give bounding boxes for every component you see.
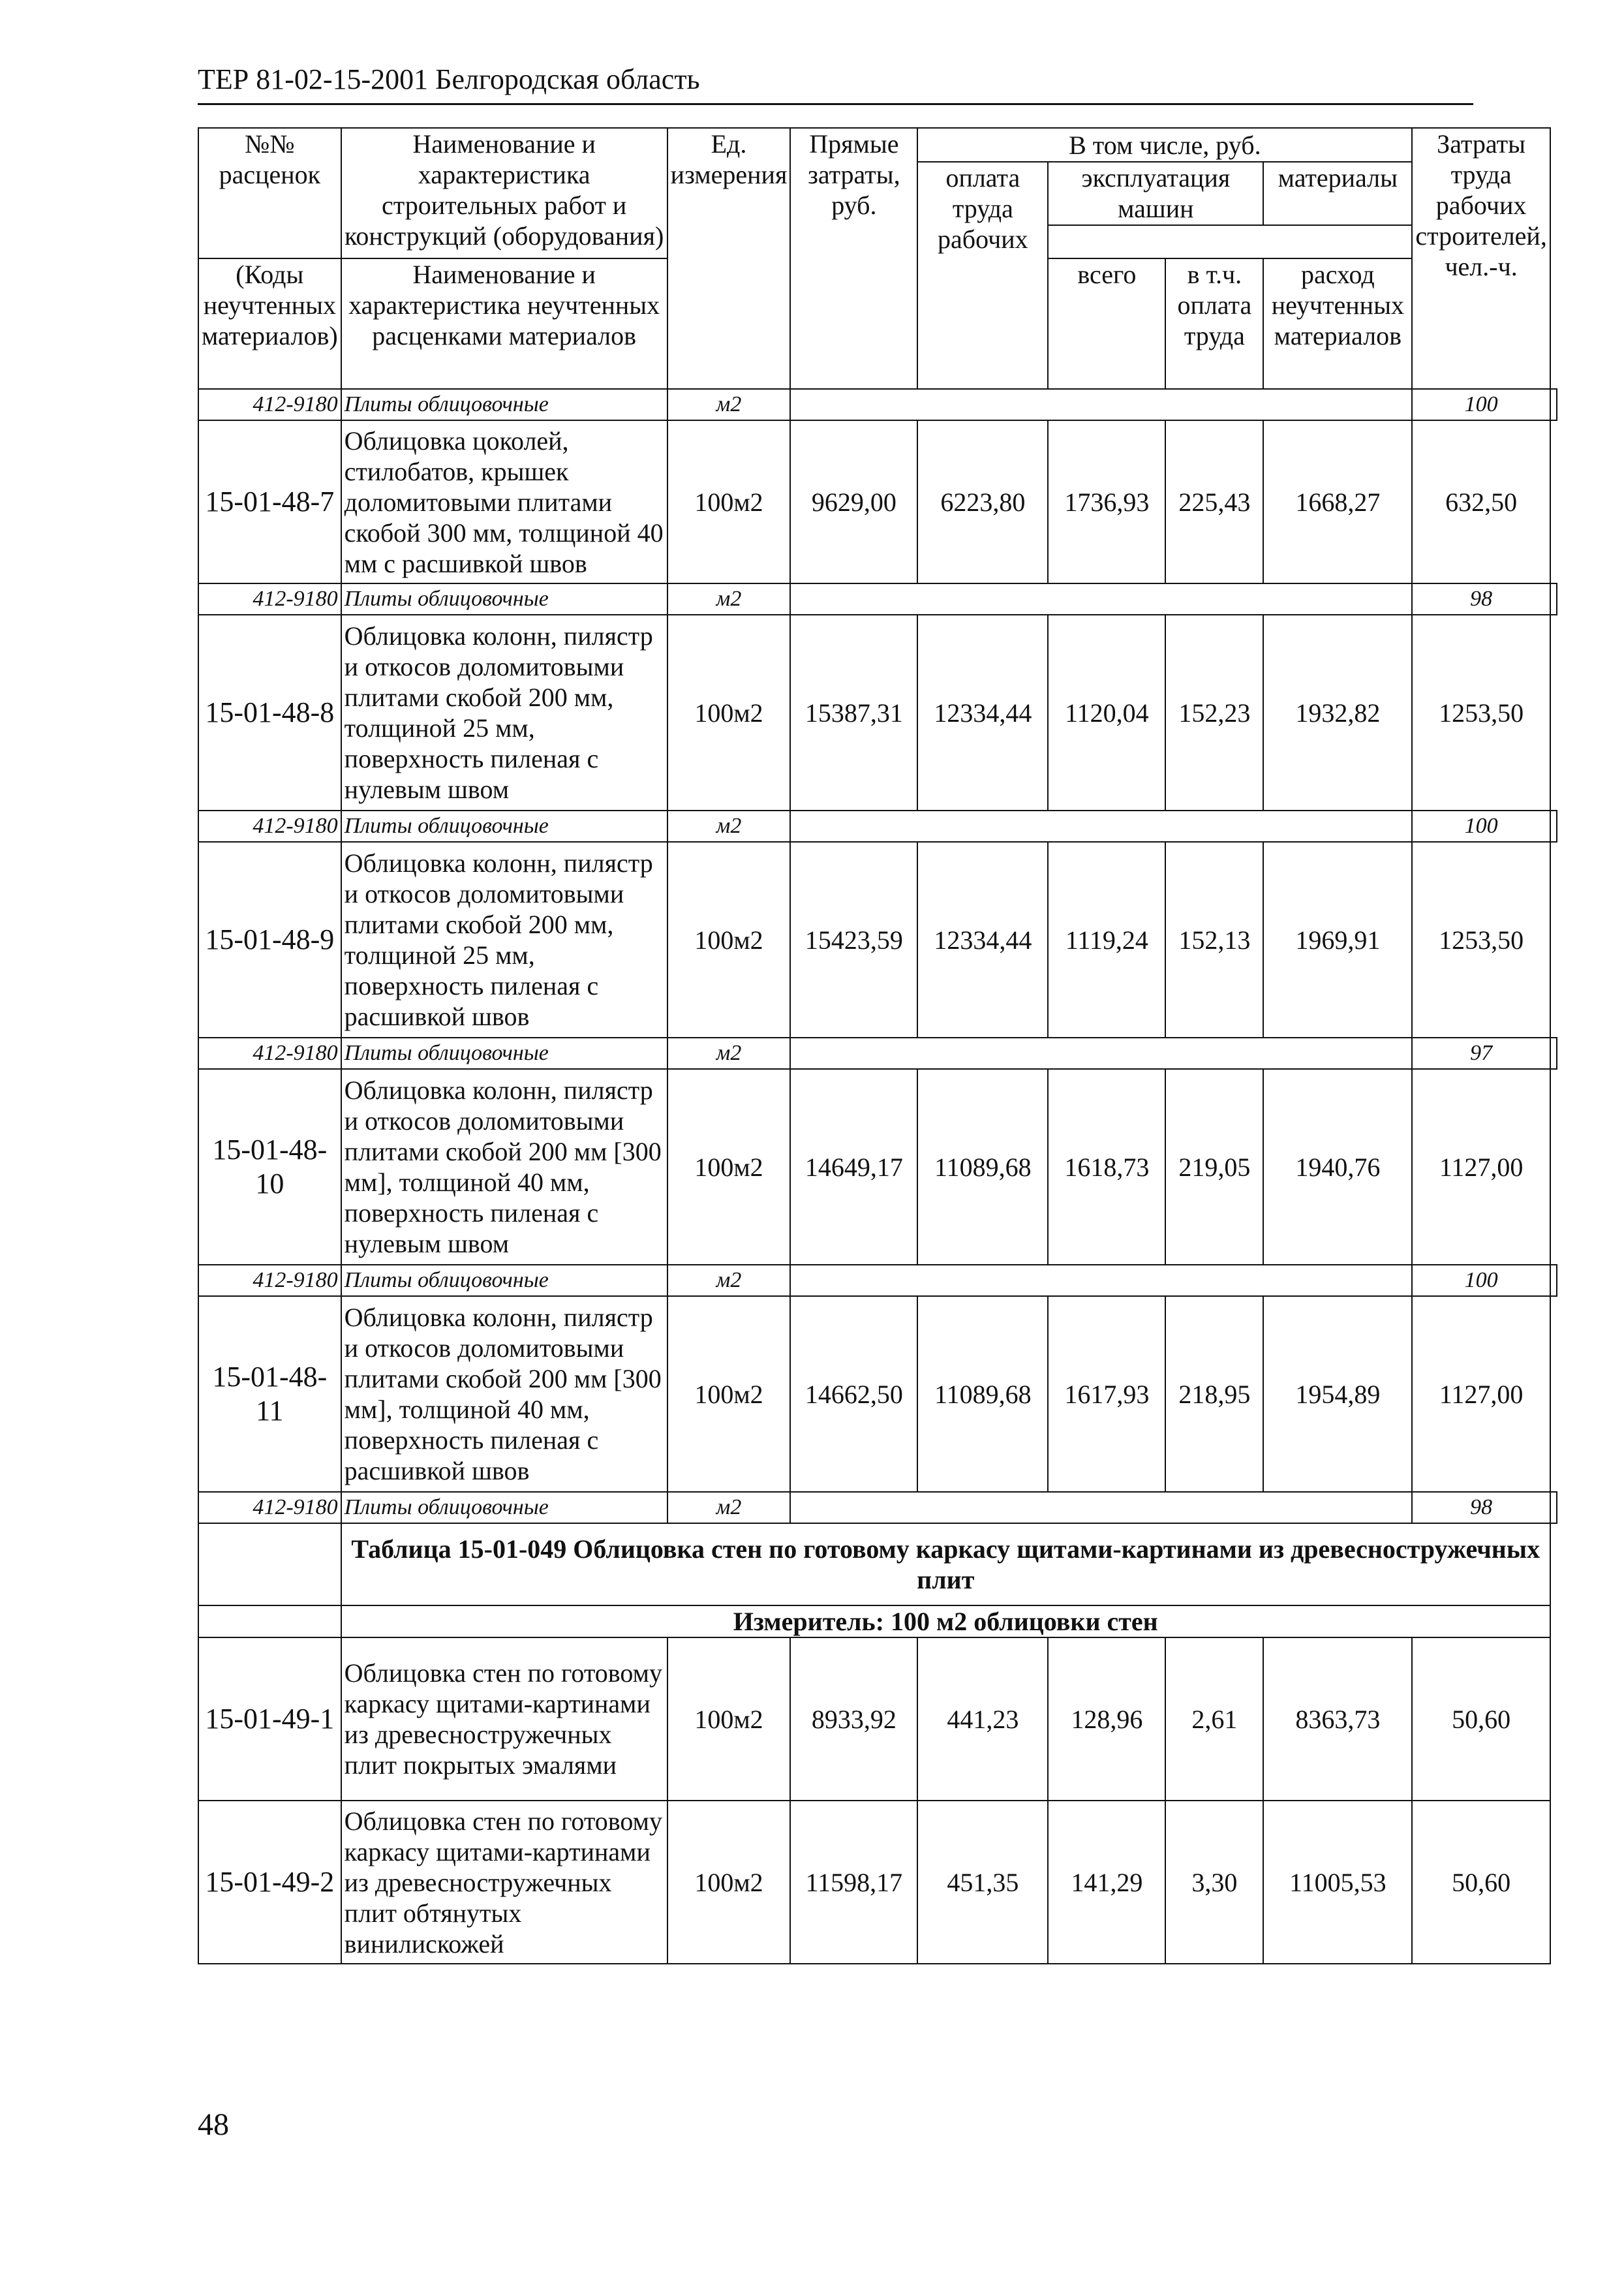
- material-empty: [1550, 1038, 1557, 1069]
- material-gap: [790, 1038, 1412, 1069]
- col-name-unaccounted-header: Наименование и характеристика неучтенных расценками материалов: [341, 258, 667, 389]
- rate-labor-pay: 11089,68: [917, 1069, 1048, 1265]
- rate-unit: 100м2: [667, 842, 791, 1038]
- material-unit: м2: [667, 1492, 791, 1523]
- header-rule: [198, 103, 1473, 105]
- material-name: Плиты облицовочные: [341, 811, 667, 842]
- material-empty: [1550, 811, 1557, 842]
- rate-code: 15-01-49-2: [198, 1801, 341, 1964]
- rate-materials: 8363,73: [1263, 1637, 1412, 1801]
- col-labor-pay-header: оплата труда рабочих: [917, 162, 1048, 389]
- material-qty: 97: [1412, 1038, 1550, 1069]
- rate-machines-pay: 219,05: [1165, 1069, 1263, 1265]
- col-incl-header: В том числе, руб.: [917, 128, 1412, 162]
- rate-code: 15-01-48-11: [198, 1296, 341, 1492]
- rate-unit: 100м2: [667, 1296, 791, 1492]
- material-name: Плиты облицовочные: [341, 389, 667, 420]
- rate-materials: 1932,82: [1263, 615, 1412, 811]
- material-unit: м2: [667, 389, 791, 420]
- col-code-header: №№ расценок: [198, 128, 341, 258]
- section-title-row: [198, 1523, 1557, 1605]
- material-empty: [1550, 583, 1557, 615]
- rate-materials: 1969,91: [1263, 842, 1412, 1038]
- rate-name: Облицовка колонн, пилястр и откосов доломитовыми плитами скобой 200 мм, толщиной 25 мм, поверхность пиленая с расшивкой швов: [341, 842, 667, 1038]
- rate-machines-total: 1120,04: [1048, 615, 1165, 811]
- rate-materials: 11005,53: [1263, 1801, 1412, 1964]
- rate-row: [198, 1296, 1557, 1492]
- material-unit: м2: [667, 811, 791, 842]
- rate-materials: 1668,27: [1263, 420, 1412, 583]
- material-gap: [790, 583, 1412, 615]
- rate-unit: 100м2: [667, 420, 791, 583]
- rate-labor: 1253,50: [1412, 842, 1550, 1038]
- rate-row: [198, 420, 1557, 583]
- material-row: [198, 811, 1557, 842]
- rate-labor-pay: 12334,44: [917, 615, 1048, 811]
- rate-row: [198, 1637, 1557, 1801]
- rate-machines-pay: 2,61: [1165, 1637, 1263, 1801]
- material-row: [198, 583, 1557, 615]
- material-code: 412-9180: [198, 1492, 341, 1523]
- rate-name: Облицовка цоколей, стилобатов, крышек доломитовыми плитами скобой 300 мм, толщиной 40 мм с расшивкой швов: [341, 420, 667, 583]
- rate-labor-pay: 441,23: [917, 1637, 1048, 1801]
- rate-unit: 100м2: [667, 1637, 791, 1801]
- material-empty: [1550, 1492, 1557, 1523]
- rate-name: Облицовка колонн, пилястр и откосов доломитовыми плитами скобой 200 мм, толщиной 25 мм, поверхность пиленая с нулевым швом: [341, 615, 667, 811]
- rate-code: 15-01-48-8: [198, 615, 341, 811]
- rate-name: Облицовка колонн, пилястр и откосов доломитовыми плитами скобой 200 мм [300 мм], толщиной 40 мм, поверхность пиленая с нулевым швом: [341, 1069, 667, 1265]
- material-gap: [790, 811, 1412, 842]
- material-qty: 100: [1412, 1265, 1550, 1296]
- rate-labor-pay: 11089,68: [917, 1296, 1048, 1492]
- material-unit: м2: [667, 1038, 791, 1069]
- col-materials-consumption-header: расход неучтенных материалов: [1263, 258, 1412, 389]
- col-codes-unaccounted-header: (Коды неучтенных материалов): [198, 258, 341, 389]
- rate-machines-total: 141,29: [1048, 1801, 1165, 1964]
- section-title-blank: [198, 1523, 341, 1605]
- rate-direct: 15387,31: [790, 615, 917, 811]
- page-header: ТЕР 81-02-15-2001 Белгородская область: [198, 63, 700, 95]
- rate-code: 15-01-48-9: [198, 842, 341, 1038]
- material-qty: 98: [1412, 1492, 1550, 1523]
- material-unit: м2: [667, 583, 791, 615]
- rate-direct: 8933,92: [790, 1637, 917, 1801]
- material-row: [198, 1265, 1557, 1296]
- rate-direct: 15423,59: [790, 842, 917, 1038]
- material-row: [198, 1038, 1557, 1069]
- rate-labor-pay: 6223,80: [917, 420, 1048, 583]
- col-labor-header: Затраты труда рабочих строителей, чел.-ч.: [1412, 128, 1550, 389]
- rate-row: [198, 1801, 1557, 1964]
- rate-unit: 100м2: [667, 1801, 791, 1964]
- rate-materials: 1954,89: [1263, 1296, 1412, 1492]
- rate-machines-pay: 152,23: [1165, 615, 1263, 811]
- rate-code: 15-01-49-1: [198, 1637, 341, 1801]
- material-code: 412-9180: [198, 811, 341, 842]
- material-name: Плиты облицовочные: [341, 583, 667, 615]
- rate-row: [198, 1069, 1557, 1265]
- material-unit: м2: [667, 1265, 791, 1296]
- rate-unit: 100м2: [667, 1069, 791, 1265]
- page-number: 48: [198, 2107, 229, 2142]
- rate-labor: 50,60: [1412, 1637, 1550, 1801]
- rate-labor-pay: 12334,44: [917, 842, 1048, 1038]
- rate-machines-pay: 225,43: [1165, 420, 1263, 583]
- material-qty: 98: [1412, 583, 1550, 615]
- rate-machines-total: 128,96: [1048, 1637, 1165, 1801]
- col-machines-header: эксплуатация машин: [1048, 162, 1263, 225]
- material-gap: [790, 1265, 1412, 1296]
- section-measure-blank: [198, 1605, 341, 1637]
- header-row-1: [198, 128, 1557, 162]
- rate-labor: 632,50: [1412, 420, 1550, 583]
- material-gap: [790, 1492, 1412, 1523]
- col-materials-header: материалы: [1263, 162, 1412, 225]
- material-name: Плиты облицовочные: [341, 1492, 667, 1523]
- section-title: Таблица 15-01-049 Облицовка стен по готовому каркасу щитами-картинами из древесностружечных плит: [341, 1523, 1550, 1605]
- col-machines-pay-header: в т.ч. оплата труда: [1165, 258, 1263, 389]
- col-name-header: Наименование и характеристика строительных работ и конструкций (оборудования): [341, 128, 667, 258]
- rate-machines-total: 1618,73: [1048, 1069, 1165, 1265]
- section-measure-row: [198, 1605, 1557, 1637]
- rate-labor: 1253,50: [1412, 615, 1550, 811]
- section-measure: Измеритель: 100 м2 облицовки стен: [341, 1605, 1550, 1637]
- material-code: 412-9180: [198, 583, 341, 615]
- rate-direct: 11598,17: [790, 1801, 917, 1964]
- material-row: [198, 389, 1557, 420]
- rate-name: Облицовка колонн, пилястр и откосов доломитовыми плитами скобой 200 мм [300 мм], толщиной 40 мм, поверхность пиленая с расшивкой швов: [341, 1296, 667, 1492]
- rate-machines-total: 1617,93: [1048, 1296, 1165, 1492]
- rate-labor-pay: 451,35: [917, 1801, 1048, 1964]
- rate-code: 15-01-48-10: [198, 1069, 341, 1265]
- material-name: Плиты облицовочные: [341, 1265, 667, 1296]
- rate-direct: 14662,50: [790, 1296, 917, 1492]
- col-spacer: [1048, 225, 1412, 258]
- rate-row: [198, 615, 1557, 811]
- rate-machines-pay: 3,30: [1165, 1801, 1263, 1964]
- material-empty: [1550, 1265, 1557, 1296]
- rate-labor: 1127,00: [1412, 1069, 1550, 1265]
- rate-labor: 1127,00: [1412, 1296, 1550, 1492]
- rate-name: Облицовка стен по готовому каркасу щитами-картинами из древесностружечных плит покрытых эмалями: [341, 1637, 667, 1801]
- rate-materials: 1940,76: [1263, 1069, 1412, 1265]
- rate-labor: 50,60: [1412, 1801, 1550, 1964]
- material-gap: [790, 389, 1412, 420]
- rate-machines-total: 1736,93: [1048, 420, 1165, 583]
- material-name: Плиты облицовочные: [341, 1038, 667, 1069]
- material-empty: [1550, 389, 1557, 420]
- rate-row: [198, 842, 1557, 1038]
- rate-direct: 9629,00: [790, 420, 917, 583]
- rate-direct: 14649,17: [790, 1069, 917, 1265]
- material-code: 412-9180: [198, 389, 341, 420]
- rate-unit: 100м2: [667, 615, 791, 811]
- rate-machines-total: 1119,24: [1048, 842, 1165, 1038]
- rates-table: [198, 127, 1557, 1964]
- col-unit-header: Ед. измерения: [667, 128, 791, 389]
- material-qty: 100: [1412, 389, 1550, 420]
- col-machines-total-header: всего: [1048, 258, 1165, 389]
- col-direct-header: Прямые затраты, руб.: [790, 128, 917, 389]
- rate-name: Облицовка стен по готовому каркасу щитами-картинами из древесностружечных плит обтянутых винилискожей: [341, 1801, 667, 1964]
- rate-machines-pay: 218,95: [1165, 1296, 1263, 1492]
- rate-machines-pay: 152,13: [1165, 842, 1263, 1038]
- rate-code: 15-01-48-7: [198, 420, 341, 583]
- material-code: 412-9180: [198, 1038, 341, 1069]
- material-row: [198, 1492, 1557, 1523]
- material-code: 412-9180: [198, 1265, 341, 1296]
- material-qty: 100: [1412, 811, 1550, 842]
